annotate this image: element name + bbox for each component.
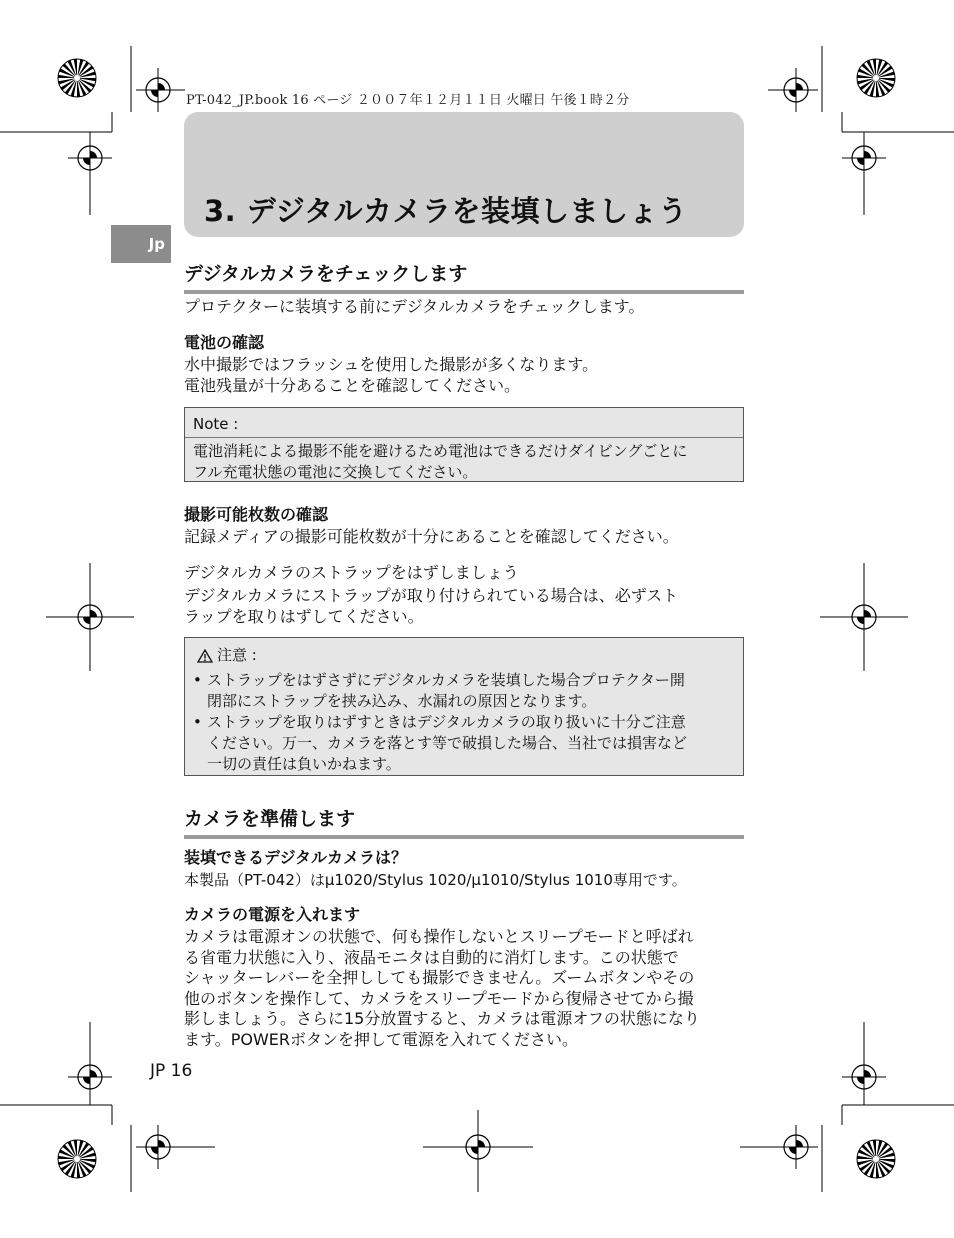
capacity-text: 記録メディアの撮影可能枚数が十分にあることを確認してください。: [184, 527, 679, 546]
section-title-prepare-camera: カメラを準備します: [184, 804, 744, 839]
battery-text: 水中撮影ではフラッシュを使用した撮影が多くなります。 電池残量が十分あることを確認してください。: [184, 355, 599, 395]
list-item: • ストラップをはずさずにデジタルカメラを装填した場合プロテクター開 閉部にストラップを挟み込み、水漏れの原因となります。: [193, 670, 735, 712]
warning-icon: [197, 649, 213, 663]
caution-label: 注意 :: [217, 646, 257, 664]
chapter-title: 3. デジタルカメラを装填しましょう: [204, 194, 688, 228]
power-heading: カメラの電源を入れます: [184, 905, 361, 924]
capacity-heading: 撮影可能枚数の確認: [184, 505, 329, 524]
note-box: [184, 407, 744, 482]
book-info-header: PT-042_JP.book 16 ページ ２００７年１２月１１日 火曜日 午後１時２分: [186, 93, 630, 108]
strap-text: デジタルカメラにストラップが取り付けられている場合は、必ずスト ラップを取りはずしてください。: [184, 586, 679, 626]
caution-box: [184, 637, 744, 776]
caution-list: [185, 670, 743, 781]
starburst-mark: [58, 59, 96, 97]
battery-heading: 電池の確認: [184, 333, 265, 352]
starburst-mark: [857, 59, 895, 97]
strap-heading: デジタルカメラのストラップをはずしましょう: [184, 563, 519, 582]
section-intro: プロテクターに装填する前にデジタルカメラをチェックします。: [184, 297, 645, 316]
page-number: JP 16: [150, 1061, 193, 1081]
note-text: 電池消耗による撮影不能を避けるため電池はできるだけダイビングごとに フル充電状態の電池に交換してください。: [193, 442, 688, 481]
power-text: カメラは電源オンの状態で、何も操作しないとスリープモードと呼ばれ る省電力状態に入り、液晶モニタは自動的に消灯します。この状態で シャッターレバーを全押ししても撮影できません。ズームボタンやその 他のボタンを操作して、カメラをスリープモードから復帰させてから撮 影しましょう。さらに15分放置すると、カメラは電源オフの状態になり ます。POWERボタンを押して電源を入れてください。: [184, 927, 700, 1049]
list-item: • ストラップを取りはずすときはデジタルカメラの取り扱いに十分ご注意 ください。万一、カメラを落とす等で破損した場合、当社では損害など 一切の責任は負いかねます。: [193, 712, 735, 775]
starburst-mark: [857, 1140, 895, 1178]
compatible-heading: 装填できるデジタルカメラは？: [184, 848, 408, 867]
section-title-check-camera: デジタルカメラをチェックします: [184, 259, 744, 294]
note-label: Note :: [185, 408, 743, 438]
starburst-mark: [58, 1140, 96, 1178]
language-tab: Jp: [111, 225, 171, 263]
compatible-text: 本製品（PT-042）はμ1020/Stylus 1020/μ1010/Stylus 1010専用です。: [184, 871, 687, 889]
